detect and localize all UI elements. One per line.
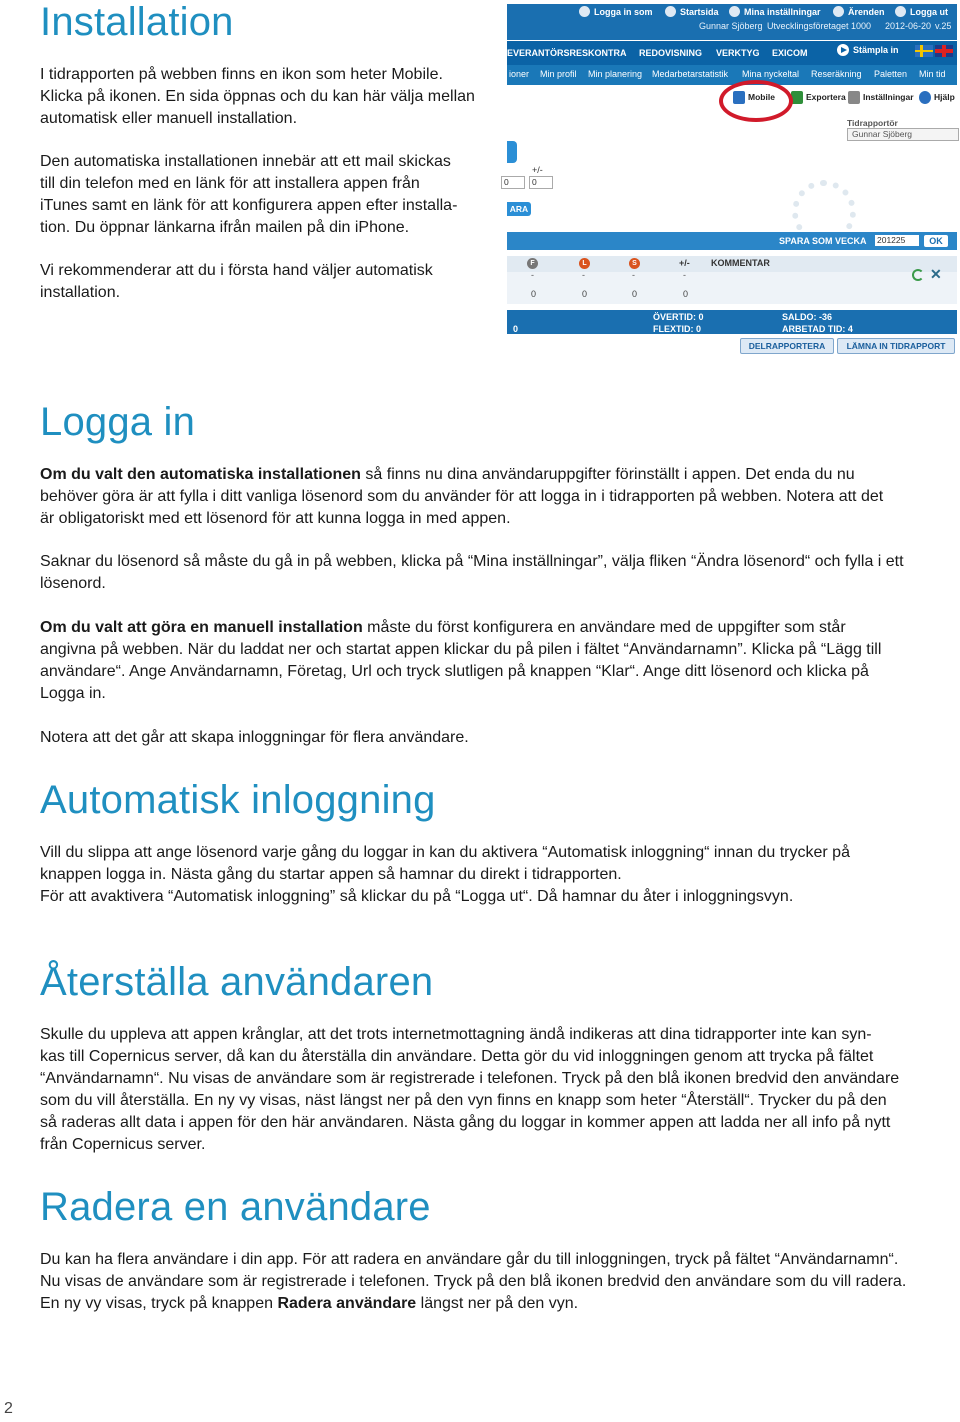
text-line: från Copernicus server. <box>40 1136 206 1153</box>
tool-label: Mobile <box>748 92 775 102</box>
week: v.25 <box>935 21 952 31</box>
summary-bar <box>507 310 957 334</box>
tool-label: Inställningar <box>863 92 914 102</box>
text-line: användare“. Ange Användarnamn, Företag, Url och tryck slutligen på knappen “Klar“. Ange ditt lösenord och klicka på <box>40 663 869 680</box>
logga-in-paragraph-4: Notera att det går att skapa inloggningar för flera användare. <box>40 729 469 746</box>
spara-button[interactable]: ARA <box>507 202 531 216</box>
bold-lead: Om du valt att göra en manuell installation <box>40 619 363 636</box>
text-line: En ny vy visas, tryck på knappen <box>40 1295 278 1312</box>
close-icon[interactable]: ✕ <box>930 266 942 282</box>
text-line: så raderas allt data i appen för den här användaren. Nästa gång du loggar in kommer appen att ladda ner all info på nytt <box>40 1114 891 1131</box>
installation-paragraph-2 <box>40 151 510 239</box>
subnav-paletten[interactable]: Paletten <box>874 69 908 79</box>
link-label: Logga ut <box>910 6 948 17</box>
link-label: Ärenden <box>848 6 885 17</box>
installation-paragraph-1 <box>40 64 510 130</box>
text-line: Logga in. <box>40 685 106 702</box>
side-tab[interactable] <box>507 141 517 163</box>
heading-logga-in: Logga in <box>40 400 196 444</box>
spara-som-vecka-bar <box>507 232 957 250</box>
lamna-in-tidrapport-button[interactable]: LÄMNA IN TIDRAPPORT <box>837 338 955 354</box>
mina-installningar-link[interactable] <box>729 6 821 17</box>
bold-lead: Om du valt den automatiska installationen <box>40 466 361 483</box>
subnav-min-planering[interactable]: Min planering <box>588 69 643 79</box>
page-number: 2 <box>4 1400 13 1417</box>
cell: - <box>582 270 585 280</box>
heading-aterstalla-anvandaren: Återställa användaren <box>40 960 434 1004</box>
cell: - <box>531 270 534 280</box>
subnav-medarbetarstatistik[interactable]: Medarbetarstatistik <box>652 69 729 79</box>
subnav-mina-nyckeltal[interactable]: Mina nyckeltal <box>742 69 800 79</box>
text-line: lösenord. <box>40 575 106 592</box>
logga-in-paragraph-3 <box>40 617 960 705</box>
tidrapportor-label: Tidrapportör <box>847 118 898 128</box>
nav-leverantorsreskontra[interactable]: EVERANTÖRSRESKONTRA <box>507 48 627 58</box>
subnav-reserakning[interactable]: Reseräkning <box>811 69 862 79</box>
refresh-icon[interactable] <box>912 269 924 281</box>
text-line: måste du först konfigurera en användare med de uppgifter som står <box>362 619 846 636</box>
power-icon <box>895 6 906 17</box>
text-line: är obligatoriskt med ett lösenord för att kunna logga in med appen. <box>40 510 511 527</box>
nav-redovisning[interactable]: REDOVISNING <box>639 48 703 58</box>
tidrapport-screenshot <box>504 4 957 356</box>
column-plus-minus: +/- <box>679 258 690 268</box>
heading-radera-en-anvandare: Radera en användare <box>40 1185 431 1229</box>
user-icon <box>579 6 590 17</box>
column-s-icon: S <box>629 258 640 269</box>
link-label: Logga in som <box>594 6 653 17</box>
person-icon <box>729 6 740 17</box>
stampla-in-button[interactable] <box>837 44 899 56</box>
plus-minus-input[interactable]: 0 <box>529 176 553 189</box>
column-l-icon: L <box>579 258 590 269</box>
text-line: behöver göra är att fylla i ditt vanliga lösenord som du använder för att logga in i tidrapporten på webben. Notera att det <box>40 488 884 505</box>
subnav-item[interactable]: ioner <box>509 69 530 79</box>
stampla-label: Stämpla in <box>853 45 899 55</box>
text-line: iTunes samt en länk för att konfigurera appen efter installa- <box>40 197 458 214</box>
link-label: Mina inställningar <box>744 6 821 17</box>
cell: - <box>632 270 635 280</box>
summary-zero: 0 <box>513 324 519 334</box>
text-line: Skulle du uppleva att appen krånglar, att det trots internetmottagning ändå indikeras att dina tidrapporter inte kan syn- <box>40 1026 872 1043</box>
text-line: kas till Copernicus server, då kan du återställa din användare. Detta gör du vid inloggningen genom att trycka på fältet <box>40 1048 874 1065</box>
mobile-highlight-ring <box>719 80 793 122</box>
user-name: Gunnar Sjöberg <box>699 21 763 31</box>
spara-som-vecka-label: SPARA SOM VECKA <box>779 236 867 246</box>
main-nav-bar <box>507 41 957 65</box>
cell: 0 <box>582 289 588 299</box>
installation-paragraph-3 <box>40 260 510 304</box>
aterstall-paragraph-1 <box>40 1024 960 1156</box>
date: 2012-06-20 <box>885 21 932 31</box>
text-line: automatisk eller manuell installation. <box>40 110 298 127</box>
cell: 0 <box>683 289 689 299</box>
settings-icon <box>848 91 860 104</box>
text-line: längst ner på den vyn. <box>416 1295 579 1312</box>
uk-flag-icon[interactable] <box>935 45 953 57</box>
overtid-value: ÖVERTID: 0 <box>653 312 704 322</box>
arbetad-tid-value: ARBETAD TID: 4 <box>782 324 853 334</box>
flextid-value: FLEXTID: 0 <box>653 324 702 334</box>
nav-verktyg[interactable]: VERKTYG <box>716 48 760 58</box>
subnav-min-tid[interactable]: Min tid <box>919 69 946 79</box>
heading-automatisk-inloggning: Automatisk inloggning <box>40 778 436 822</box>
cell: 0 <box>632 289 638 299</box>
heading-installation: Installation <box>40 0 234 44</box>
ok-button[interactable]: OK <box>924 235 948 247</box>
automatisk-paragraph-1 <box>40 842 960 908</box>
column-kommentar: KOMMENTAR <box>711 258 770 268</box>
text-line: som du vill återställa. En ny vy visas, näst längst ner på den vyn finns en knapp som heter “Återställ“. Trycker du på den <box>40 1092 887 1109</box>
text-line: tion. Du öppnar länkarna ifrån mailen på din iPhone. <box>40 219 410 236</box>
sub-nav-bar <box>507 65 957 85</box>
arenden-link[interactable] <box>833 6 885 17</box>
home-icon <box>665 6 676 17</box>
text-line: “Användarnamn“. Nu visas de användare som är registrerade i telefonen. Tryck på den blå ikonen bredvid den användare <box>40 1070 900 1087</box>
text-line: Klicka på ikonen. En sida öppnas och du kan här välja mellan <box>40 88 475 105</box>
delrapportera-button[interactable]: DELRAPPORTERA <box>740 338 834 354</box>
week-input[interactable]: 201225 <box>875 235 919 246</box>
tool-label: Hjälp <box>934 92 955 102</box>
text-line: installation. <box>40 284 121 301</box>
company-name: Utvecklingsföretaget 1000 <box>767 21 872 31</box>
logga-in-paragraph-1 <box>40 464 960 530</box>
value-input[interactable]: 0 <box>501 176 525 189</box>
column-f-icon: F <box>527 258 538 269</box>
radera-paragraph-1 <box>40 1249 960 1315</box>
plus-minus-label: +/- <box>532 165 543 175</box>
text-line: Saknar du lösenord så måste du gå in på webben, klicka på “Mina inställningar”, välja fliken “Ändra lösenord“ och fylla i ett <box>40 553 904 570</box>
case-icon <box>833 6 844 17</box>
swedish-flag-icon[interactable] <box>915 45 933 57</box>
cell: - <box>683 270 686 280</box>
text-line: För att avaktivera “Automatisk inloggning” så klickar du på “Logga ut“. Då hamnar du åter i inloggningsvyn. <box>40 888 794 905</box>
startsida-link[interactable] <box>665 6 719 17</box>
exportera-button[interactable] <box>791 88 846 106</box>
bold-term: Radera användare <box>277 1295 417 1312</box>
text-line: Nu visas de användare som är registrerade i telefonen. Tryck på den blå ikonen bredvid den användare som du vill radera. <box>40 1273 907 1290</box>
top-link-bar <box>507 4 957 40</box>
tool-label: Exportera <box>806 92 846 102</box>
tidrapportor-select[interactable]: Gunnar Sjöberg <box>847 128 959 141</box>
text-line: I tidrapporten på webben finns en ikon som heter Mobile. <box>40 66 443 83</box>
saldo-value: SALDO: -36 <box>782 312 833 322</box>
nav-exicom[interactable]: EXICOM <box>772 48 808 58</box>
text-line: Du kan ha flera användare i din app. För att radera en användare går du till inloggningen, tryck på fältet “Användarnamn“. <box>40 1251 899 1268</box>
subnav-min-profil[interactable]: Min profil <box>540 69 577 79</box>
text-line: angivna på webben. När du laddat ner och startat appen klickar du på pilen i fältet “Användarnamn”. Klicka på “Lägg till <box>40 641 882 658</box>
installningar-button[interactable] <box>848 88 914 106</box>
logga-in-som-link[interactable] <box>579 6 653 17</box>
hjalp-button[interactable] <box>919 88 955 106</box>
logga-ut-link[interactable] <box>895 6 948 17</box>
text-line: så finns nu dina användaruppgifter förinställt i appen. Det enda du nu <box>360 466 855 483</box>
play-icon <box>837 44 849 56</box>
help-icon <box>919 91 931 104</box>
text-line: knappen logga in. Nästa gång du startar appen så hamnar du direkt i tidrapporten. <box>40 866 622 883</box>
cell: 0 <box>531 289 537 299</box>
link-label: Startsida <box>680 6 719 17</box>
logga-in-paragraph-2 <box>40 551 960 595</box>
text-line: Den automatiska installationen innebär att ett mail skickas <box>40 153 451 170</box>
text-line: till din telefon med en länk för att installera appen från <box>40 175 420 192</box>
text-line: Vi rekommenderar att du i första hand väljer automatisk <box>40 262 433 279</box>
text-line: Vill du slippa att ange lösenord varje gång du loggar in kan du aktivera “Automatisk inloggning“ innan du trycker på <box>40 844 850 861</box>
